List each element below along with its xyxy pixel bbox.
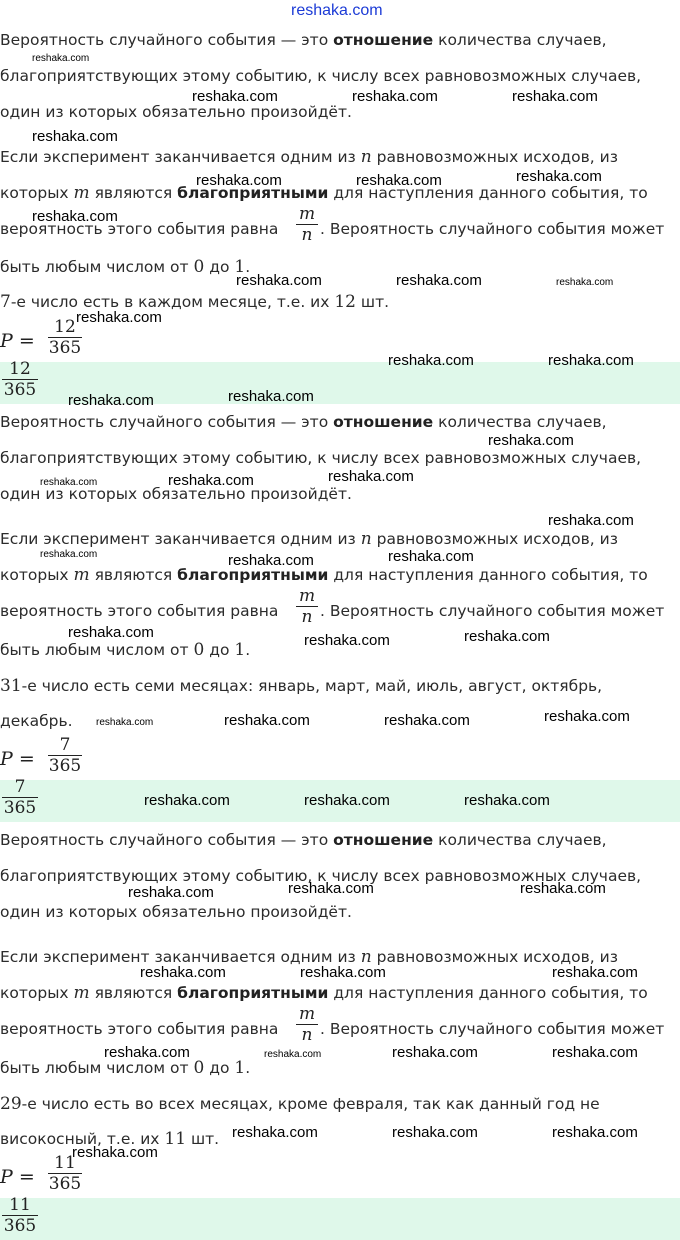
theory-line-6a: вероятность этого события равна — [0, 220, 279, 238]
watermark: reshaka.com — [304, 632, 390, 649]
watermark: reshaka.com — [356, 172, 442, 189]
watermark: reshaka.com — [68, 392, 154, 409]
watermark: reshaka.com — [552, 1124, 638, 1141]
watermark: reshaka.com — [388, 352, 474, 369]
watermark: reshaka.com — [32, 53, 90, 64]
watermark: reshaka.com — [236, 272, 322, 289]
fraction-m-over-n: m n — [296, 1005, 318, 1044]
answer-fraction: 11 365 — [3, 1195, 37, 1236]
theory-line-1: Вероятность случайного события — это отношение количества случаев, — [0, 831, 607, 849]
watermark: reshaka.com — [196, 172, 282, 189]
fact-line-2: високосный, т.е. их 11 шт. — [0, 1129, 220, 1149]
theory-line-2: благоприятствующих этому событию, к числу всех равновозможных случаев, — [0, 449, 642, 467]
theory-line-3: один из которых обязательно произойдёт. — [0, 903, 352, 921]
watermark: reshaka.com — [40, 477, 98, 488]
answer-fraction: 12 365 — [3, 359, 37, 400]
watermark: reshaka.com — [40, 549, 98, 560]
theory-line-7: быть любым числом от 0 до 1. — [0, 1058, 251, 1078]
site-watermark: reshaka.com — [291, 2, 383, 19]
fact-line: 29-е число есть во всех месяцах, кроме февраля, так как данный год не — [0, 1094, 600, 1114]
watermark: reshaka.com — [168, 472, 254, 489]
answer-fraction: 7 365 — [3, 777, 37, 818]
theory-line-7: быть любым числом от 0 до 1. — [0, 640, 251, 660]
watermark: reshaka.com — [68, 624, 154, 641]
watermark: reshaka.com — [264, 1049, 322, 1060]
theory-line-3: один из которых обязательно произойдёт. — [0, 103, 352, 121]
answer-box — [0, 1195, 680, 1240]
watermark: reshaka.com — [228, 388, 314, 405]
watermark: reshaka.com — [464, 628, 550, 645]
probability-label: P = — [0, 748, 35, 770]
watermark: reshaka.com — [516, 168, 602, 185]
probability-fraction: 11 365 — [48, 1153, 82, 1194]
theory-line-5: которых m являются благоприятными для наступления данного события, то — [0, 565, 648, 585]
watermark: reshaka.com — [304, 792, 390, 809]
watermark: reshaka.com — [392, 1124, 478, 1141]
fact-line: 7-е число есть в каждом месяце, т.е. их 12 шт. — [0, 292, 390, 312]
watermark: reshaka.com — [548, 352, 634, 369]
watermark: reshaka.com — [352, 88, 438, 105]
fact-line-2: декабрь. — [0, 712, 73, 730]
watermark: reshaka.com — [228, 552, 314, 569]
watermark: reshaka.com — [232, 1124, 318, 1141]
probability-fraction: 12 365 — [48, 317, 82, 358]
theory-line-6a: вероятность этого события равна — [0, 1020, 279, 1038]
probability-fraction: 7 365 — [48, 735, 82, 776]
theory-line-6b: . Вероятность случайного события может — [320, 220, 665, 238]
theory-line-5: которых m являются благоприятными для наступления данного события, то — [0, 983, 648, 1003]
watermark: reshaka.com — [300, 964, 386, 981]
watermark: reshaka.com — [192, 88, 278, 105]
theory-line-2: благоприятствующих этому событию, к числу всех равновозможных случаев, — [0, 867, 642, 885]
theory-line-4: Если эксперимент заканчивается одним из n равновозможных исходов, из — [0, 147, 618, 167]
watermark: reshaka.com — [392, 1044, 478, 1061]
watermark: reshaka.com — [488, 432, 574, 449]
theory-line-4: Если эксперимент заканчивается одним из n равновозможных исходов, из — [0, 529, 618, 549]
watermark: reshaka.com — [72, 1144, 158, 1161]
probability-label: P = — [0, 330, 35, 352]
watermark: reshaka.com — [396, 272, 482, 289]
watermark: reshaka.com — [552, 964, 638, 981]
theory-line-2: благоприятствующих этому событию, к числу всех равновозможных случаев, — [0, 67, 642, 85]
watermark: reshaka.com — [384, 712, 470, 729]
theory-line-5: которых m являются благоприятными для наступления данного события, то — [0, 183, 648, 203]
watermark: reshaka.com — [32, 128, 118, 145]
watermark: reshaka.com — [224, 712, 310, 729]
watermark: reshaka.com — [288, 880, 374, 897]
watermark: reshaka.com — [548, 512, 634, 529]
fact-line: 31-е число есть семи месяцах: январь, март, май, июль, август, октябрь, — [0, 676, 603, 696]
watermark: reshaka.com — [96, 717, 154, 728]
theory-line-6a: вероятность этого события равна — [0, 602, 279, 620]
watermark: reshaka.com — [388, 548, 474, 565]
theory-line-4: Если эксперимент заканчивается одним из n равновозможных исходов, из — [0, 947, 618, 967]
watermark: reshaka.com — [464, 792, 550, 809]
watermark: reshaka.com — [104, 1044, 190, 1061]
theory-line-1: Вероятность случайного события — это отношение количества случаев, — [0, 413, 607, 431]
theory-line-7: быть любым числом от 0 до 1. — [0, 257, 251, 277]
watermark: reshaka.com — [556, 277, 614, 288]
watermark: reshaka.com — [520, 880, 606, 897]
fraction-m-over-n: m n — [296, 587, 318, 626]
theory-line-6b: . Вероятность случайного события может — [320, 1020, 665, 1038]
watermark: reshaka.com — [76, 309, 162, 326]
watermark: reshaka.com — [544, 708, 630, 725]
watermark: reshaka.com — [328, 468, 414, 485]
probability-label: P = — [0, 1166, 35, 1188]
watermark: reshaka.com — [128, 884, 214, 901]
watermark: reshaka.com — [144, 792, 230, 809]
watermark: reshaka.com — [140, 964, 226, 981]
theory-line-1: Вероятность случайного события — это отношение количества случаев, — [0, 31, 607, 49]
watermark: reshaka.com — [512, 88, 598, 105]
theory-line-3: один из которых обязательно произойдёт. — [0, 485, 352, 503]
watermark: reshaka.com — [552, 1044, 638, 1061]
fraction-m-over-n: m n — [296, 205, 318, 244]
watermark: reshaka.com — [32, 208, 118, 225]
theory-line-6b: . Вероятность случайного события может — [320, 602, 665, 620]
keyword-ratio: отношение — [333, 31, 434, 49]
